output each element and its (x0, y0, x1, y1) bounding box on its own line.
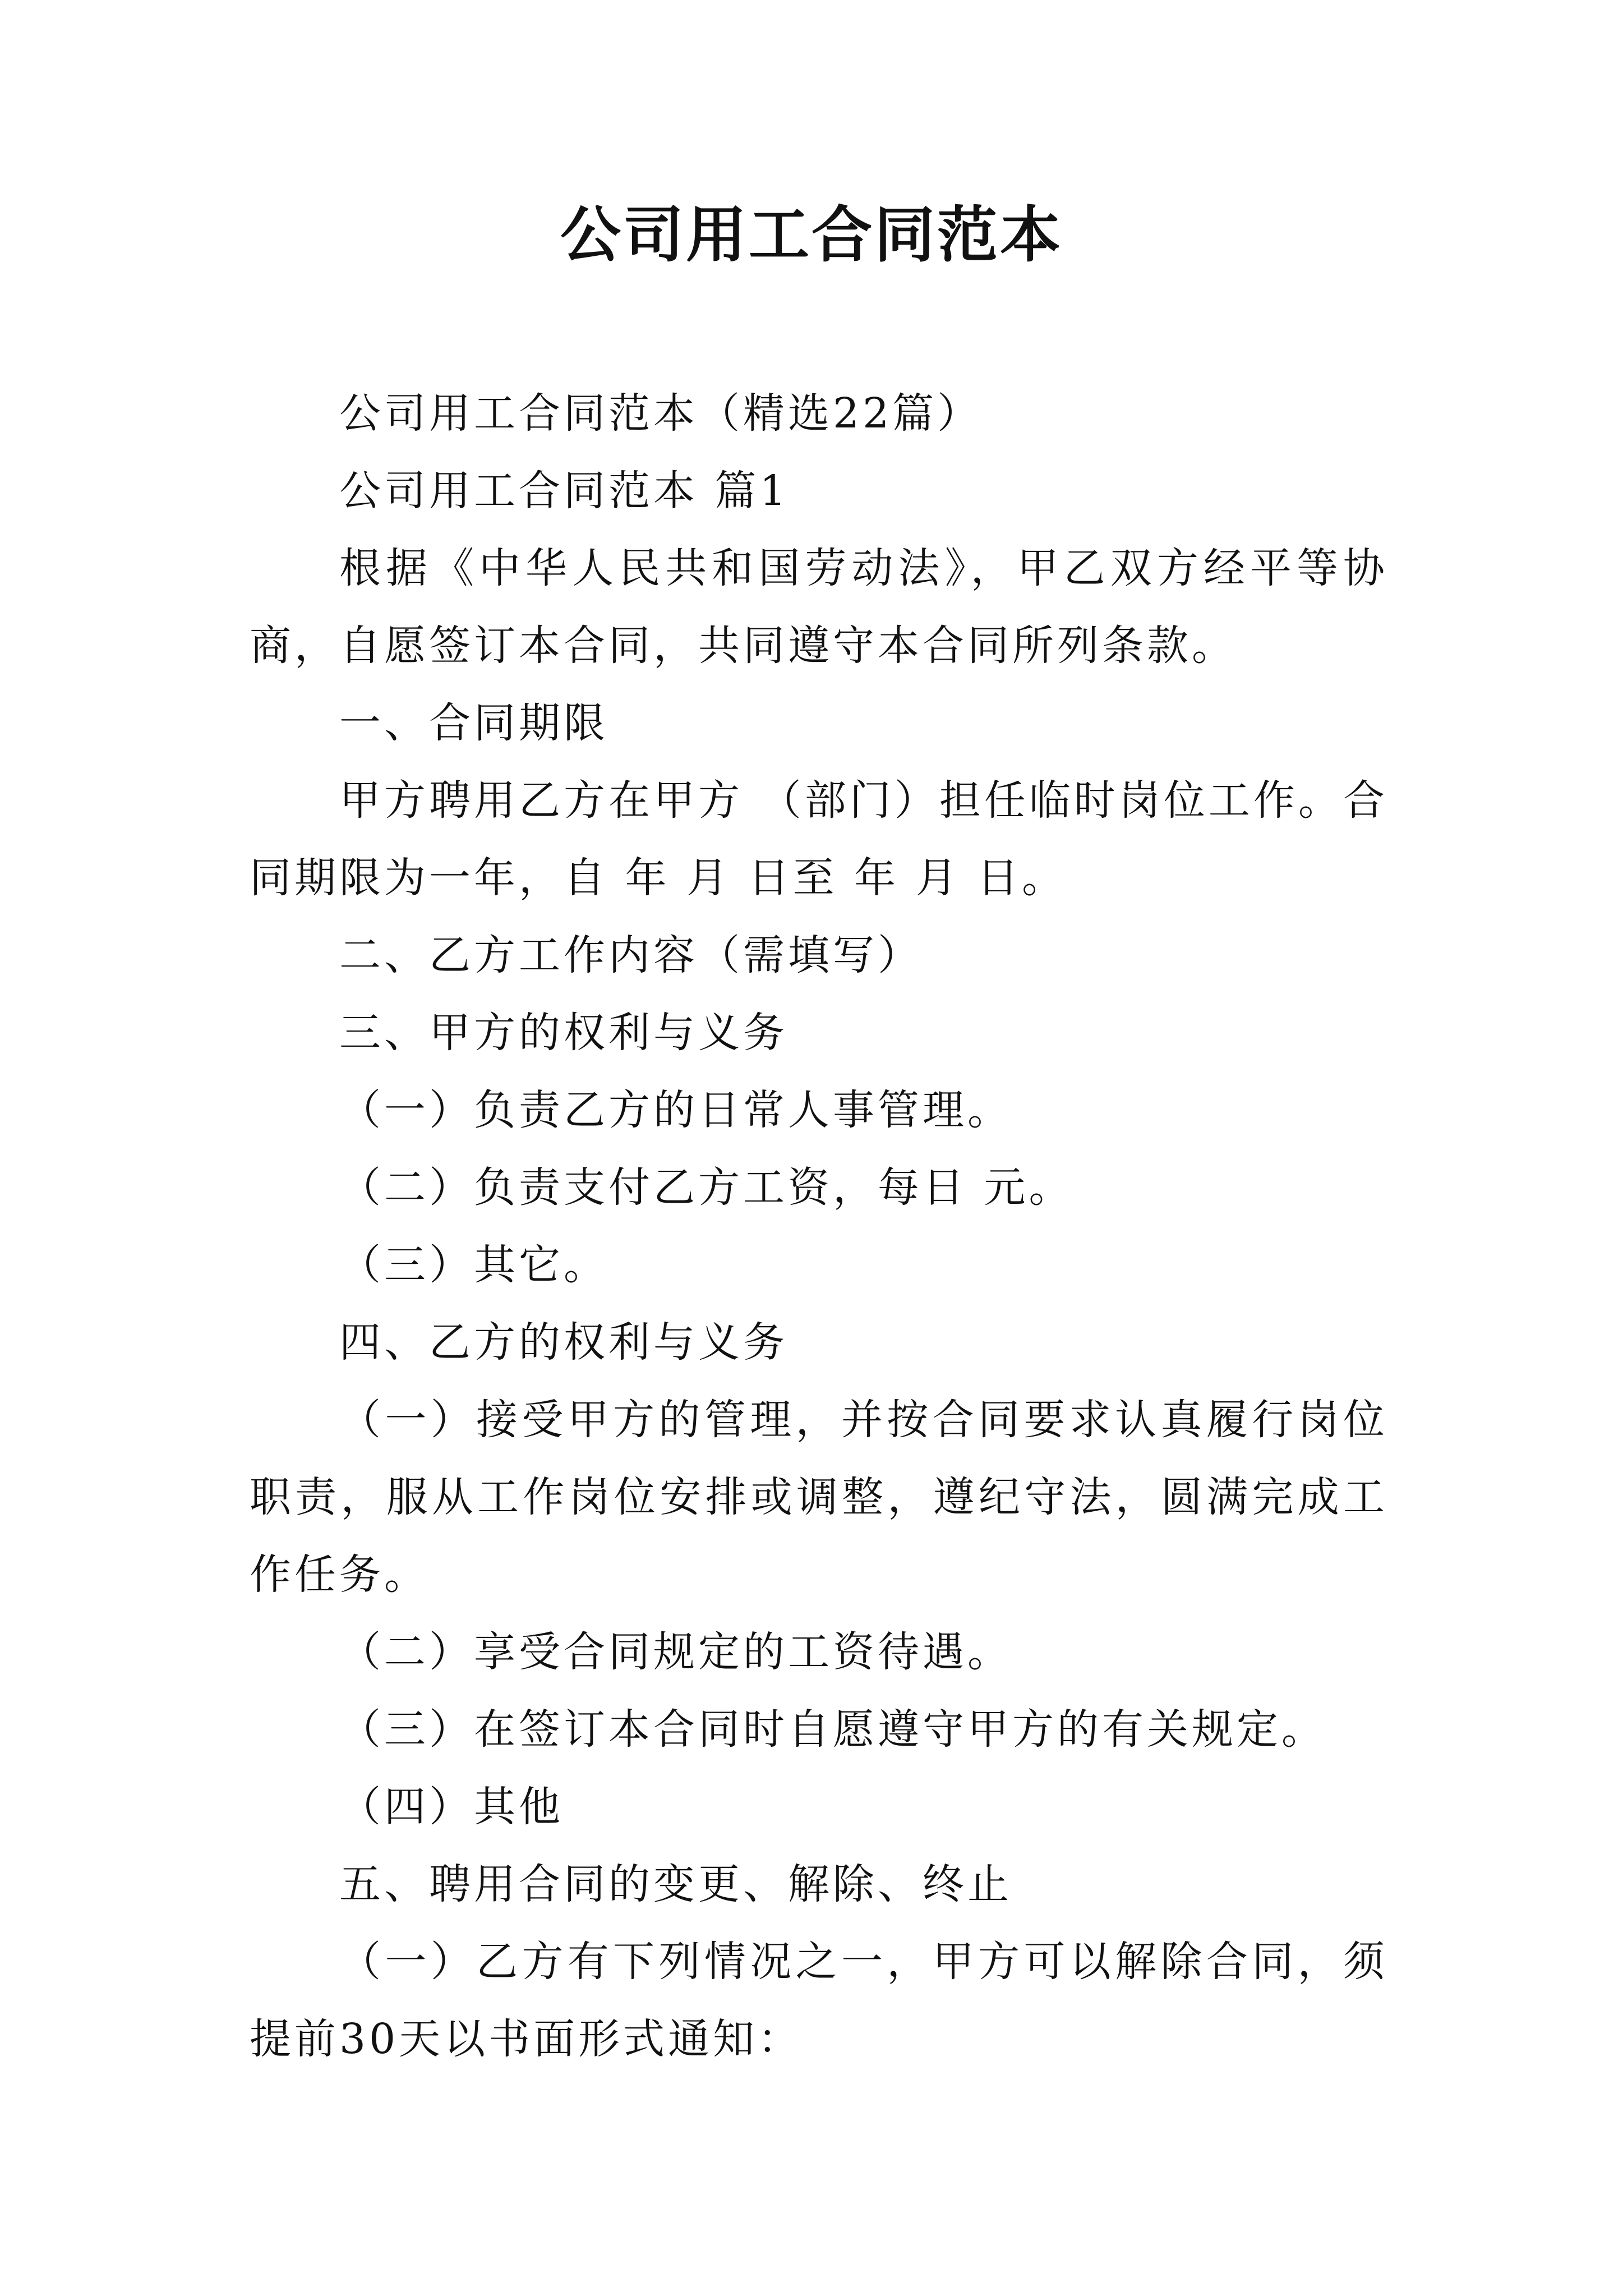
paragraph-clause-heading: 一、合同期限 (339, 699, 608, 747)
paragraph-clause-item: （一）接受甲方的管理，并按合同要求认真履行岗位职责，服从工作岗位安排或调整，遵纪守法，圆满完成工作任务。 (250, 1396, 1388, 1599)
paragraph-clause-heading: 二、乙方工作内容（需填写） (339, 931, 923, 979)
paragraph-clause-item: （一）乙方有下列情况之一，甲方可以解除合同，须提前30天以书面形式通知： (250, 1938, 1388, 2063)
document-body (250, 375, 1388, 2078)
document-title: 公司用工合同范本 (560, 200, 1063, 270)
paragraph-clause-item: （四）其他 (339, 1783, 564, 1831)
paragraph-clause-heading: 五、聘用合同的变更、解除、终止 (339, 1860, 1012, 1908)
paragraph-clause-item: （三）在签订本合同时自愿遵守甲方的有关规定。 (339, 1705, 1326, 1754)
paragraph-clause-item: （二）享受合同规定的工资待遇。 (339, 1628, 1012, 1676)
paragraph-clause-heading: 四、乙方的权利与义务 (339, 1318, 788, 1366)
paragraph-clause-item: （三）其它。 (339, 1241, 608, 1289)
paragraph-clause-text: 甲方聘用乙方在甲方 （部门）担任临时岗位工作。合同期限为一年，自 年 月 日至 年 月 日。 (250, 776, 1388, 902)
paragraph-clause-item: （二）负责支付乙方工资，每日 元。 (339, 1163, 1074, 1212)
paragraph-preamble: 根据《中华人民共和国劳动法》，甲乙双方经平等协商，自愿签订本合同，共同遵守本合同所列条款。 (250, 544, 1388, 670)
paragraph-clause-heading: 三、甲方的权利与义务 (339, 1009, 788, 1057)
paragraph-clause-item: （一）负责乙方的日常人事管理。 (339, 1086, 1012, 1134)
paragraph-section-heading: 公司用工合同范本 篇1 (339, 467, 790, 515)
paragraph-subtitle: 公司用工合同范本（精选22篇） (339, 389, 983, 438)
